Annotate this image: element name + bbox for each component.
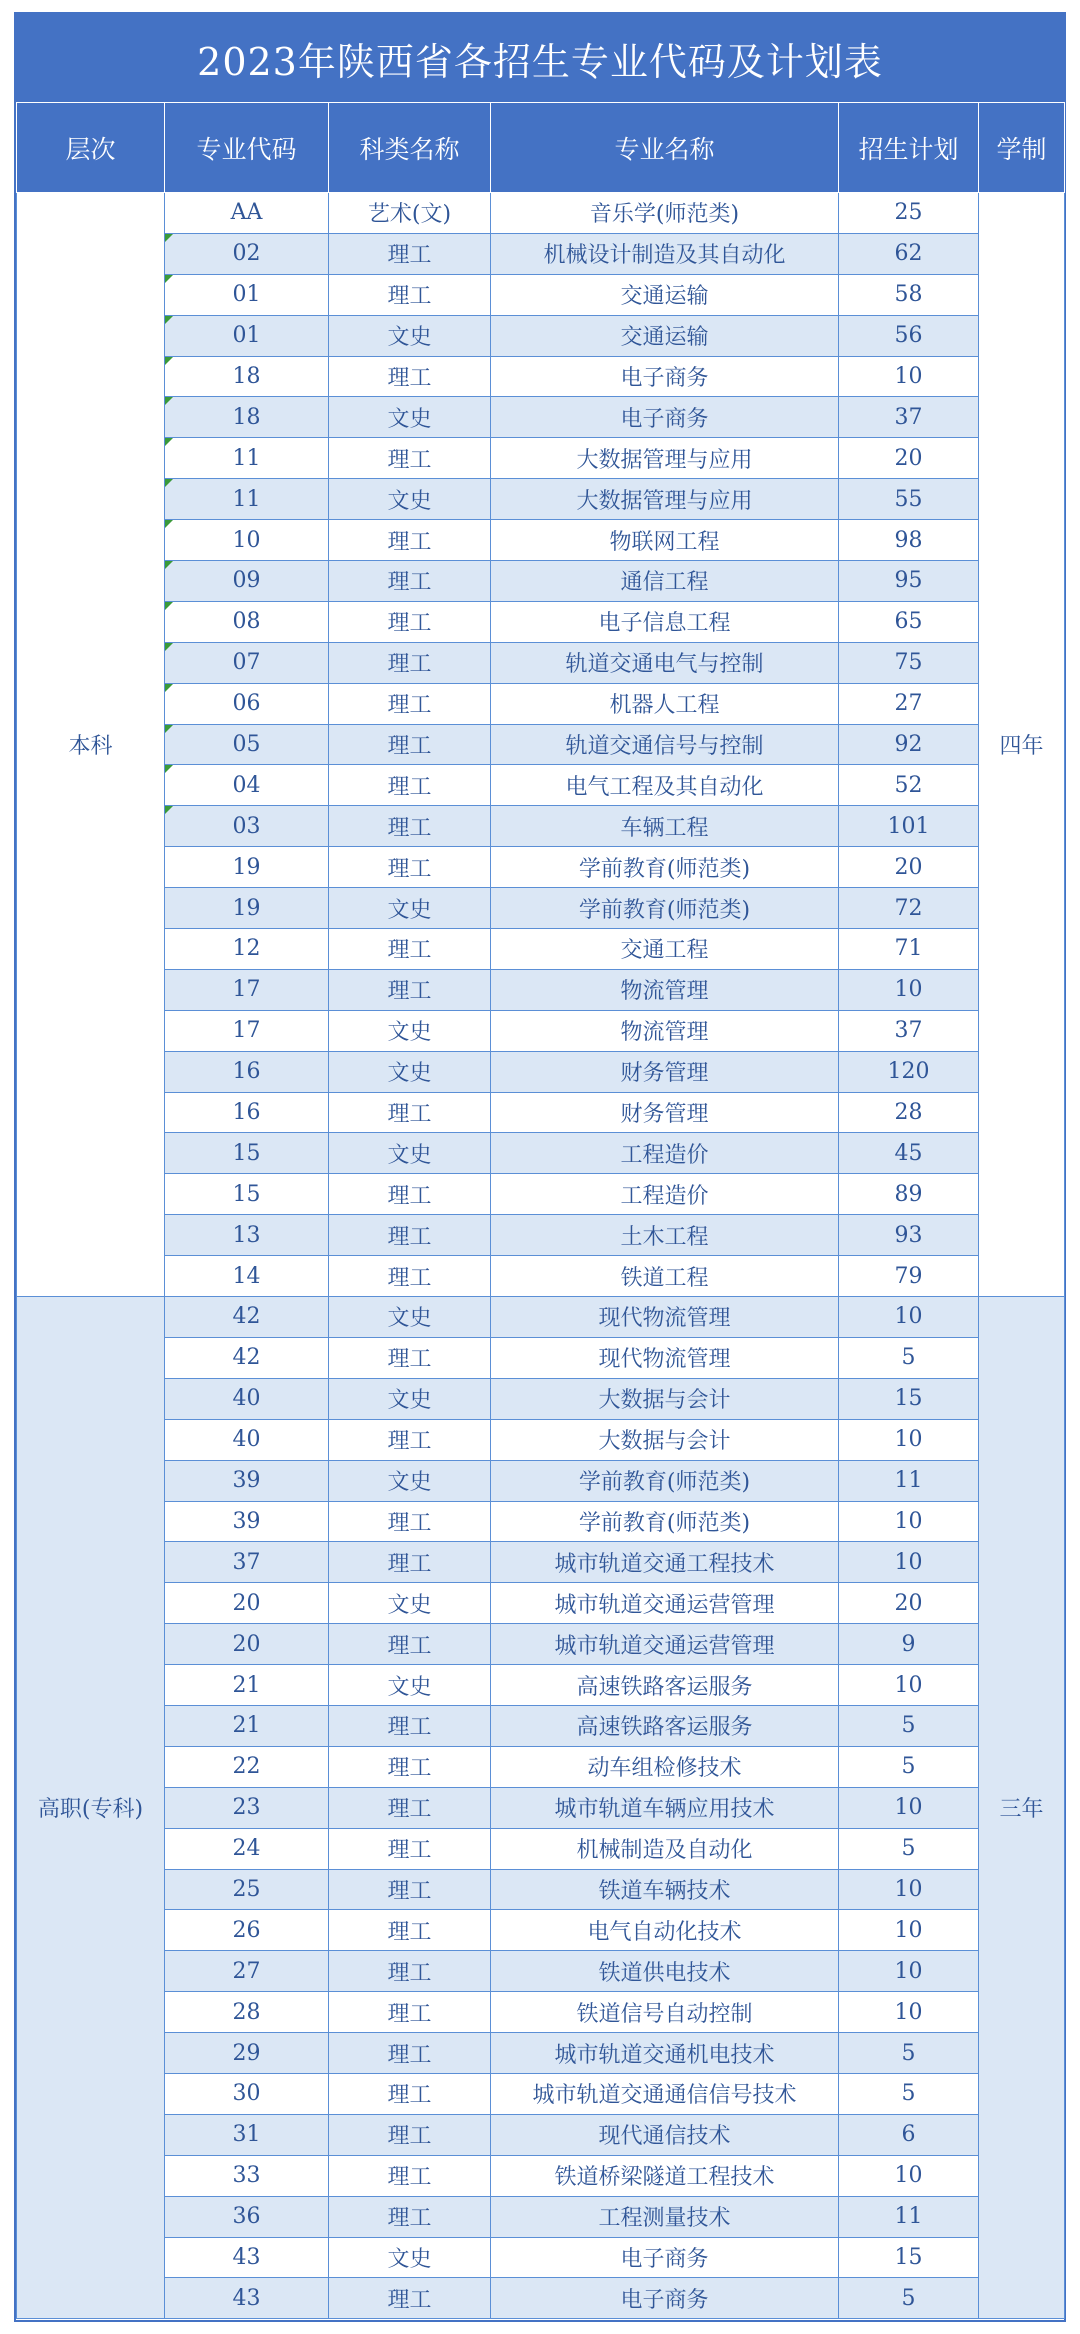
code-cell: 02 <box>165 233 329 274</box>
category-cell: 理工 <box>329 1828 491 1869</box>
category-cell: 理工 <box>329 1174 491 1215</box>
header-duration: 学制 <box>979 103 1065 193</box>
plan-cell: 89 <box>839 1174 979 1215</box>
category-cell: 文史 <box>329 2237 491 2278</box>
category-cell: 理工 <box>329 724 491 765</box>
major-cell: 电气工程及其自动化 <box>491 765 839 806</box>
category-cell: 理工 <box>329 2033 491 2074</box>
major-cell: 物流管理 <box>491 969 839 1010</box>
table-row <box>17 1746 1065 1787</box>
plan-cell: 56 <box>839 315 979 356</box>
category-cell: 理工 <box>329 274 491 315</box>
table-row <box>17 479 1065 520</box>
category-cell: 理工 <box>329 1705 491 1746</box>
category-cell: 艺术(文) <box>329 193 491 234</box>
category-cell: 文史 <box>329 1583 491 1624</box>
major-cell: 车辆工程 <box>491 806 839 847</box>
code-cell: 07 <box>165 642 329 683</box>
major-cell: 大数据管理与应用 <box>491 479 839 520</box>
category-cell: 文史 <box>329 1665 491 1706</box>
plan-cell: 5 <box>839 2278 979 2319</box>
category-cell: 理工 <box>329 2073 491 2114</box>
major-cell: 工程造价 <box>491 1133 839 1174</box>
plan-cell: 20 <box>839 438 979 479</box>
code-cell: 17 <box>165 1010 329 1051</box>
code-cell: 42 <box>165 1337 329 1378</box>
category-cell: 理工 <box>329 1787 491 1828</box>
major-cell: 学前教育(师范类) <box>491 1501 839 1542</box>
category-cell: 文史 <box>329 1378 491 1419</box>
code-cell: 43 <box>165 2237 329 2278</box>
major-cell: 交通运输 <box>491 274 839 315</box>
table-row <box>17 1542 1065 1583</box>
table-row <box>17 1624 1065 1665</box>
layer-cell-zhuanke: 高职(专科) <box>17 1297 165 2319</box>
category-cell: 文史 <box>329 315 491 356</box>
code-cell: 03 <box>165 806 329 847</box>
code-cell: 04 <box>165 765 329 806</box>
table-row <box>17 1910 1065 1951</box>
plan-cell: 5 <box>839 1337 979 1378</box>
category-cell: 理工 <box>329 1992 491 2033</box>
major-cell: 机械制造及自动化 <box>491 1828 839 1869</box>
plan-cell: 9 <box>839 1624 979 1665</box>
code-cell: 16 <box>165 1051 329 1092</box>
plan-cell: 15 <box>839 2237 979 2278</box>
code-cell: 28 <box>165 1992 329 2033</box>
table-row <box>17 1501 1065 1542</box>
table-row <box>17 2114 1065 2155</box>
table-row <box>17 1378 1065 1419</box>
major-cell: 铁道供电技术 <box>491 1951 839 1992</box>
major-cell: 电子商务 <box>491 2237 839 2278</box>
code-cell: 21 <box>165 1705 329 1746</box>
category-cell: 理工 <box>329 1910 491 1951</box>
code-cell: 20 <box>165 1583 329 1624</box>
category-cell: 文史 <box>329 1010 491 1051</box>
table-row <box>17 193 1065 234</box>
table-row <box>17 724 1065 765</box>
table-row <box>17 1010 1065 1051</box>
major-cell: 物联网工程 <box>491 520 839 561</box>
major-cell: 物流管理 <box>491 1010 839 1051</box>
table-row <box>17 806 1065 847</box>
plan-cell: 98 <box>839 520 979 561</box>
category-cell: 理工 <box>329 2114 491 2155</box>
plan-cell: 5 <box>839 2033 979 2074</box>
plan-cell: 10 <box>839 969 979 1010</box>
header-category: 科类名称 <box>329 103 491 193</box>
category-cell: 理工 <box>329 929 491 970</box>
duration-cell-zhuanke: 三年 <box>979 1297 1065 2319</box>
table-row <box>17 2278 1065 2319</box>
major-cell: 通信工程 <box>491 561 839 602</box>
plan-cell: 5 <box>839 1746 979 1787</box>
plan-cell: 20 <box>839 847 979 888</box>
code-cell: 43 <box>165 2278 329 2319</box>
category-cell: 文史 <box>329 1297 491 1338</box>
major-cell: 铁道车辆技术 <box>491 1869 839 1910</box>
major-cell: 高速铁路客运服务 <box>491 1665 839 1706</box>
category-cell: 理工 <box>329 969 491 1010</box>
plan-cell: 10 <box>839 1869 979 1910</box>
table-row <box>17 1051 1065 1092</box>
category-cell: 理工 <box>329 1869 491 1910</box>
plan-cell: 62 <box>839 233 979 274</box>
major-cell: 现代物流管理 <box>491 1337 839 1378</box>
table-row <box>17 1256 1065 1297</box>
category-cell: 理工 <box>329 1951 491 1992</box>
major-cell: 城市轨道交通运营管理 <box>491 1624 839 1665</box>
table-row <box>17 683 1065 724</box>
header-row <box>17 103 1065 193</box>
plan-cell: 10 <box>839 1665 979 1706</box>
category-cell: 理工 <box>329 233 491 274</box>
code-cell: 15 <box>165 1133 329 1174</box>
category-cell: 文史 <box>329 479 491 520</box>
category-cell: 理工 <box>329 1256 491 1297</box>
major-cell: 铁道桥梁隧道工程技术 <box>491 2155 839 2196</box>
plan-cell: 5 <box>839 1705 979 1746</box>
code-cell: 05 <box>165 724 329 765</box>
table-row <box>17 1337 1065 1378</box>
code-cell: 20 <box>165 1624 329 1665</box>
plan-cell: 93 <box>839 1215 979 1256</box>
table-row <box>17 765 1065 806</box>
table-row <box>17 561 1065 602</box>
table-row <box>17 1951 1065 1992</box>
plan-cell: 10 <box>839 2155 979 2196</box>
major-cell: 铁道信号自动控制 <box>491 1992 839 2033</box>
code-cell: 30 <box>165 2073 329 2114</box>
major-cell: 学前教育(师范类) <box>491 888 839 929</box>
major-cell: 工程测量技术 <box>491 2196 839 2237</box>
plan-cell: 58 <box>839 274 979 315</box>
code-cell: AA <box>165 193 329 234</box>
plan-cell: 28 <box>839 1092 979 1133</box>
code-cell: 18 <box>165 397 329 438</box>
duration-cell-benke: 四年 <box>979 193 1065 1297</box>
code-cell: 25 <box>165 1869 329 1910</box>
table-row <box>17 1869 1065 1910</box>
major-cell: 电子商务 <box>491 397 839 438</box>
major-cell: 工程造价 <box>491 1174 839 1215</box>
table-row <box>17 397 1065 438</box>
table-row <box>17 929 1065 970</box>
table-row <box>17 520 1065 561</box>
category-cell: 理工 <box>329 1542 491 1583</box>
category-cell: 理工 <box>329 601 491 642</box>
major-cell: 城市轨道交通机电技术 <box>491 2033 839 2074</box>
header-major: 专业名称 <box>491 103 839 193</box>
header-plan: 招生计划 <box>839 103 979 193</box>
category-cell: 理工 <box>329 2278 491 2319</box>
major-cell: 财务管理 <box>491 1092 839 1133</box>
code-cell: 15 <box>165 1174 329 1215</box>
enrollment-plan-table <box>16 102 1065 2319</box>
major-cell: 城市轨道交通工程技术 <box>491 1542 839 1583</box>
code-cell: 14 <box>165 1256 329 1297</box>
plan-cell: 37 <box>839 1010 979 1051</box>
code-cell: 11 <box>165 479 329 520</box>
table-row <box>17 847 1065 888</box>
major-cell: 现代通信技术 <box>491 2114 839 2155</box>
table-body <box>17 193 1065 2319</box>
header-layer: 层次 <box>17 103 165 193</box>
plan-cell: 10 <box>839 1297 979 1338</box>
code-cell: 13 <box>165 1215 329 1256</box>
major-cell: 动车组检修技术 <box>491 1746 839 1787</box>
code-cell: 42 <box>165 1297 329 1338</box>
code-cell: 17 <box>165 969 329 1010</box>
table-row <box>17 315 1065 356</box>
plan-cell: 25 <box>839 193 979 234</box>
plan-cell: 75 <box>839 642 979 683</box>
major-cell: 城市轨道交通通信信号技术 <box>491 2073 839 2114</box>
major-cell: 轨道交通信号与控制 <box>491 724 839 765</box>
code-cell: 26 <box>165 1910 329 1951</box>
table-row <box>17 888 1065 929</box>
code-cell: 37 <box>165 1542 329 1583</box>
major-cell: 铁道工程 <box>491 1256 839 1297</box>
category-cell: 理工 <box>329 356 491 397</box>
table-row <box>17 1992 1065 2033</box>
major-cell: 财务管理 <box>491 1051 839 1092</box>
code-cell: 40 <box>165 1378 329 1419</box>
category-cell: 理工 <box>329 561 491 602</box>
table-row <box>17 1787 1065 1828</box>
code-cell: 19 <box>165 888 329 929</box>
major-cell: 学前教育(师范类) <box>491 1460 839 1501</box>
category-cell: 理工 <box>329 2196 491 2237</box>
plan-cell: 10 <box>839 1419 979 1460</box>
code-cell: 36 <box>165 2196 329 2237</box>
plan-cell: 71 <box>839 929 979 970</box>
plan-cell: 20 <box>839 1583 979 1624</box>
category-cell: 理工 <box>329 847 491 888</box>
table-row <box>17 642 1065 683</box>
plan-cell: 10 <box>839 1787 979 1828</box>
plan-cell: 95 <box>839 561 979 602</box>
code-cell: 01 <box>165 315 329 356</box>
major-cell: 学前教育(师范类) <box>491 847 839 888</box>
plan-cell: 15 <box>839 1378 979 1419</box>
plan-cell: 65 <box>839 601 979 642</box>
plan-cell: 10 <box>839 1542 979 1583</box>
plan-cell: 55 <box>839 479 979 520</box>
plan-cell: 92 <box>839 724 979 765</box>
plan-cell: 10 <box>839 1992 979 2033</box>
plan-cell: 52 <box>839 765 979 806</box>
plan-cell: 5 <box>839 2073 979 2114</box>
major-cell: 高速铁路客运服务 <box>491 1705 839 1746</box>
code-cell: 27 <box>165 1951 329 1992</box>
major-cell: 现代物流管理 <box>491 1297 839 1338</box>
category-cell: 文史 <box>329 888 491 929</box>
code-cell: 08 <box>165 601 329 642</box>
table-row <box>17 1583 1065 1624</box>
major-cell: 交通工程 <box>491 929 839 970</box>
major-cell: 交通运输 <box>491 315 839 356</box>
table-row <box>17 1705 1065 1746</box>
code-cell: 39 <box>165 1501 329 1542</box>
code-cell: 09 <box>165 561 329 602</box>
code-cell: 10 <box>165 520 329 561</box>
major-cell: 大数据与会计 <box>491 1378 839 1419</box>
table-row <box>17 601 1065 642</box>
plan-cell: 10 <box>839 1501 979 1542</box>
code-cell: 18 <box>165 356 329 397</box>
major-cell: 大数据管理与应用 <box>491 438 839 479</box>
plan-cell: 10 <box>839 1951 979 1992</box>
table-title: 2023年陕西省各招生专业代码及计划表 <box>16 14 1064 102</box>
table-row <box>17 233 1065 274</box>
category-cell: 文史 <box>329 1460 491 1501</box>
major-cell: 电子商务 <box>491 2278 839 2319</box>
major-cell: 城市轨道交通运营管理 <box>491 1583 839 1624</box>
code-cell: 33 <box>165 2155 329 2196</box>
category-cell: 理工 <box>329 642 491 683</box>
code-cell: 40 <box>165 1419 329 1460</box>
category-cell: 文史 <box>329 397 491 438</box>
code-cell: 21 <box>165 1665 329 1706</box>
table-row <box>17 2073 1065 2114</box>
plan-cell: 72 <box>839 888 979 929</box>
code-cell: 06 <box>165 683 329 724</box>
plan-cell: 120 <box>839 1051 979 1092</box>
code-cell: 31 <box>165 2114 329 2155</box>
category-cell: 理工 <box>329 806 491 847</box>
category-cell: 理工 <box>329 1624 491 1665</box>
table-row <box>17 2237 1065 2278</box>
table-row <box>17 1215 1065 1256</box>
table-row <box>17 2033 1065 2074</box>
table-row <box>17 274 1065 315</box>
plan-cell: 10 <box>839 1910 979 1951</box>
table-row <box>17 1828 1065 1869</box>
code-cell: 01 <box>165 274 329 315</box>
table-row <box>17 356 1065 397</box>
table-row <box>17 969 1065 1010</box>
table-row <box>17 1297 1065 1338</box>
major-cell: 大数据与会计 <box>491 1419 839 1460</box>
plan-cell: 6 <box>839 2114 979 2155</box>
table-row <box>17 1092 1065 1133</box>
category-cell: 理工 <box>329 1746 491 1787</box>
table-row <box>17 438 1065 479</box>
category-cell: 理工 <box>329 1092 491 1133</box>
code-cell: 24 <box>165 1828 329 1869</box>
code-cell: 12 <box>165 929 329 970</box>
table-row <box>17 1174 1065 1215</box>
plan-cell: 11 <box>839 1460 979 1501</box>
major-cell: 音乐学(师范类) <box>491 193 839 234</box>
layer-cell-benke: 本科 <box>17 193 165 1297</box>
table-row <box>17 2155 1065 2196</box>
major-cell: 电子信息工程 <box>491 601 839 642</box>
category-cell: 理工 <box>329 520 491 561</box>
plan-cell: 5 <box>839 1828 979 1869</box>
category-cell: 理工 <box>329 438 491 479</box>
major-cell: 机械设计制造及其自动化 <box>491 233 839 274</box>
code-cell: 29 <box>165 2033 329 2074</box>
major-cell: 土木工程 <box>491 1215 839 1256</box>
code-cell: 39 <box>165 1460 329 1501</box>
header-code: 专业代码 <box>165 103 329 193</box>
code-cell: 11 <box>165 438 329 479</box>
major-cell: 城市轨道车辆应用技术 <box>491 1787 839 1828</box>
plan-cell: 11 <box>839 2196 979 2237</box>
category-cell: 理工 <box>329 1501 491 1542</box>
category-cell: 理工 <box>329 1215 491 1256</box>
plan-cell: 27 <box>839 683 979 724</box>
plan-cell: 10 <box>839 356 979 397</box>
table-row <box>17 1133 1065 1174</box>
plan-cell: 45 <box>839 1133 979 1174</box>
plan-cell: 37 <box>839 397 979 438</box>
category-cell: 理工 <box>329 1337 491 1378</box>
category-cell: 理工 <box>329 683 491 724</box>
code-cell: 19 <box>165 847 329 888</box>
category-cell: 理工 <box>329 765 491 806</box>
major-cell: 机器人工程 <box>491 683 839 724</box>
table-row <box>17 1665 1065 1706</box>
code-cell: 23 <box>165 1787 329 1828</box>
table-row <box>17 2196 1065 2237</box>
category-cell: 文史 <box>329 1133 491 1174</box>
category-cell: 文史 <box>329 1051 491 1092</box>
plan-cell: 101 <box>839 806 979 847</box>
category-cell: 理工 <box>329 2155 491 2196</box>
code-cell: 22 <box>165 1746 329 1787</box>
plan-cell: 79 <box>839 1256 979 1297</box>
major-cell: 电气自动化技术 <box>491 1910 839 1951</box>
category-cell: 理工 <box>329 1419 491 1460</box>
major-cell: 轨道交通电气与控制 <box>491 642 839 683</box>
plan-document <box>14 12 1066 2322</box>
table-row <box>17 1460 1065 1501</box>
table-row <box>17 1419 1065 1460</box>
code-cell: 16 <box>165 1092 329 1133</box>
major-cell: 电子商务 <box>491 356 839 397</box>
